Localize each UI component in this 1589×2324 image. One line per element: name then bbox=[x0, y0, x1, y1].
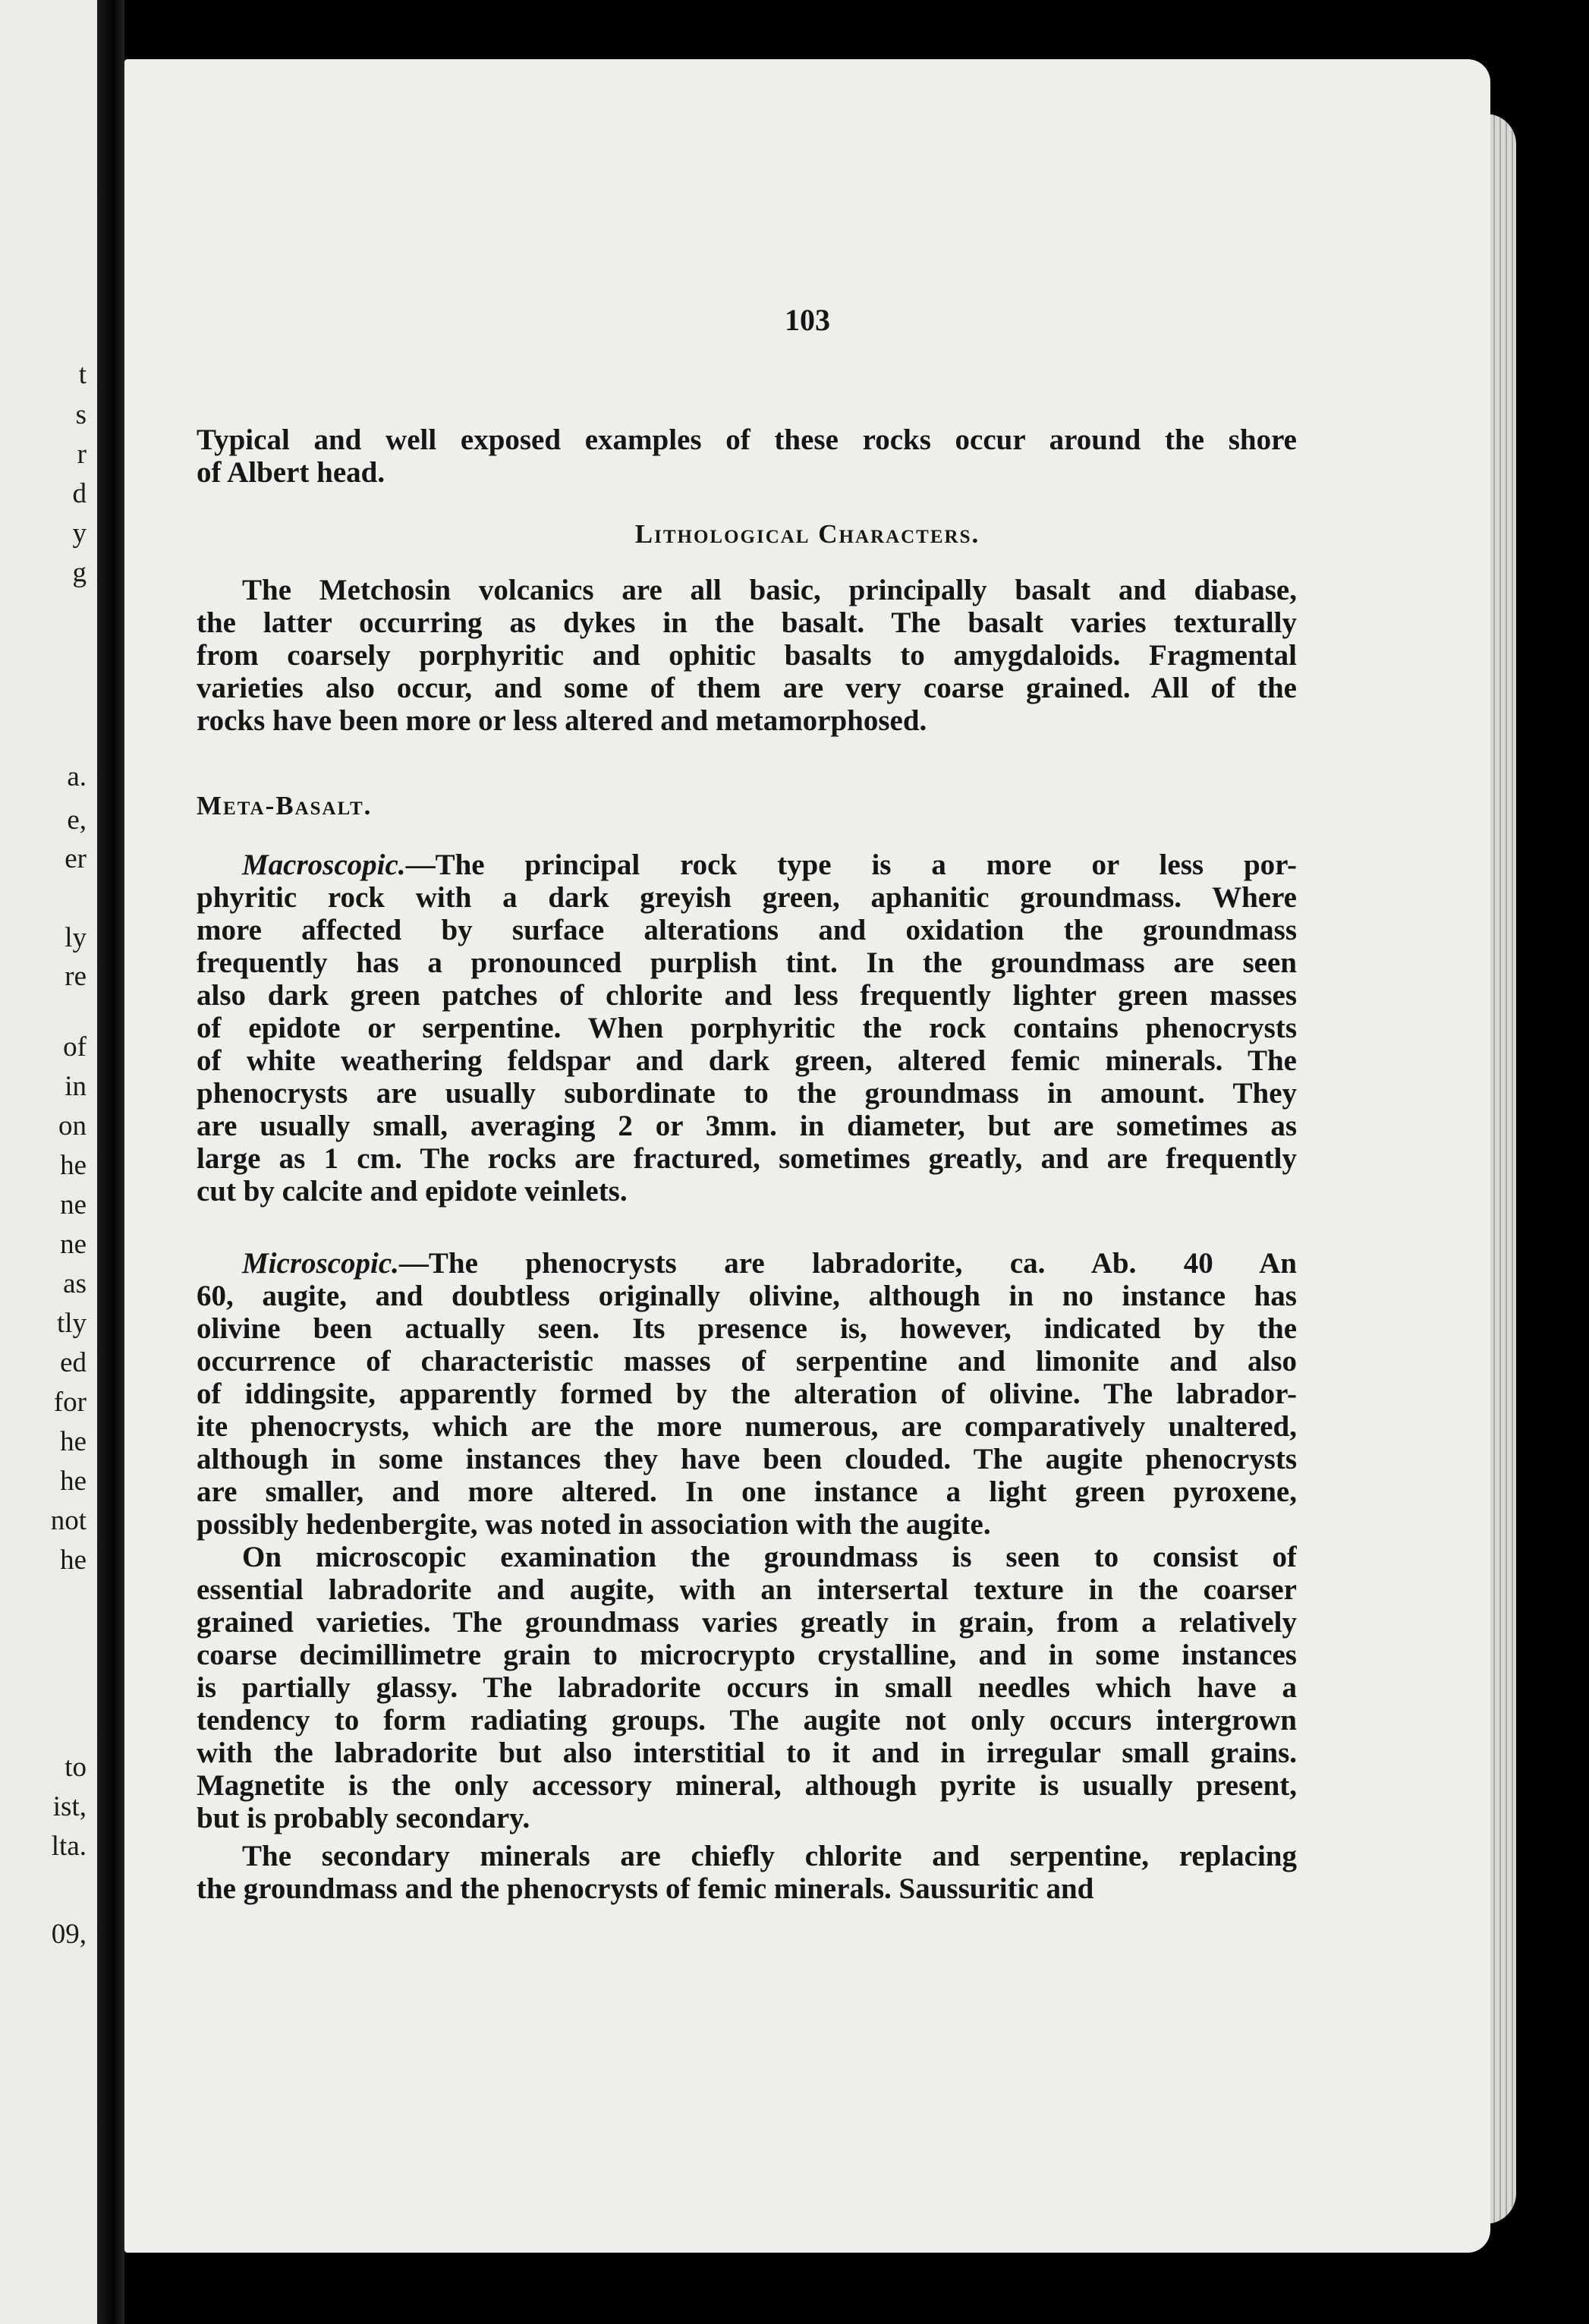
text-line: tendency to form radiating groups. The augite not only occurs intergrown bbox=[197, 1704, 1297, 1737]
text-line: occurrence of characteristic masses of serpentine and limonite and also bbox=[197, 1345, 1297, 1378]
intro-paragraph bbox=[197, 424, 1297, 489]
left-page-fragment: in bbox=[65, 1071, 87, 1102]
left-page-fragment: for bbox=[53, 1387, 87, 1418]
text-line: grained varieties. The groundmass varies greatly in grain, from a relatively bbox=[197, 1606, 1297, 1639]
text-line: of white weathering feldspar and dark green, altered femic minerals. The bbox=[197, 1044, 1297, 1077]
page-number: 103 bbox=[785, 303, 830, 337]
previous-page-edge bbox=[0, 0, 97, 2324]
left-page-fragment: a. bbox=[67, 761, 87, 792]
text-line: essential labradorite and augite, with an intersertal texture in the coarser bbox=[197, 1573, 1297, 1606]
left-page-fragment: ne bbox=[60, 1189, 87, 1220]
text-line bbox=[197, 849, 1297, 881]
text-line: more affected by surface alterations and oxidation the groundmass bbox=[197, 914, 1297, 946]
run-in-heading: Macroscopic. bbox=[242, 849, 406, 881]
sub-heading-meta-basalt: Meta-Basalt. bbox=[197, 791, 373, 820]
lithological-paragraph bbox=[197, 574, 1297, 737]
left-page-fragment: not bbox=[50, 1505, 87, 1536]
text-line: from coarsely porphyritic and ophitic basalts to amygdaloids. Fragmental bbox=[197, 639, 1297, 672]
left-page-fragment: he bbox=[60, 1150, 87, 1181]
text-line: phyritic rock with a dark greyish green, aphanitic groundmass. Where bbox=[197, 881, 1297, 914]
run-in-heading: Microscopic. bbox=[242, 1247, 399, 1280]
text-line: also dark green patches of chlorite and less frequently lighter green masses bbox=[197, 979, 1297, 1012]
text-line: Magnetite is the only accessory mineral, although pyrite is usually present, bbox=[197, 1769, 1297, 1802]
groundmass-paragraph bbox=[197, 1541, 1297, 1834]
left-page-fragment: ne bbox=[60, 1229, 87, 1260]
text-line: the groundmass and the phenocrysts of femic minerals. Saussuritic and bbox=[197, 1872, 1094, 1905]
left-page-fragment: r bbox=[77, 439, 87, 470]
macroscopic-paragraph bbox=[197, 849, 1297, 1208]
left-page-fragment: as bbox=[63, 1268, 87, 1299]
text-line: ite phenocrysts, which are the more numerous, are comparatively unaltered, bbox=[197, 1410, 1297, 1443]
left-page-fragment: s bbox=[75, 399, 87, 430]
text-line: are smaller, and more altered. In one instance a light green pyroxene, bbox=[197, 1475, 1297, 1508]
left-page-fragment: of bbox=[63, 1031, 87, 1063]
text-line: varieties also occur, and some of them are very coarse grained. All of the bbox=[197, 672, 1297, 704]
text-line: of iddingsite, apparently formed by the alteration of olivine. The labrador- bbox=[197, 1378, 1297, 1410]
left-page-fragment: lta. bbox=[51, 1831, 87, 1862]
left-page-fragment: he bbox=[60, 1466, 87, 1497]
text-line: olivine been actually seen. Its presence is, however, indicated by the bbox=[197, 1312, 1297, 1345]
left-page-fragment: re bbox=[65, 961, 87, 992]
text-line: rocks have been more or less altered and metamorphosed. bbox=[197, 704, 927, 737]
book-gutter bbox=[97, 0, 124, 2324]
left-page-fragment: to bbox=[65, 1752, 87, 1783]
text-line: 60, augite, and doubtless originally olivine, although in no instance has bbox=[197, 1280, 1297, 1312]
text-run: —The principal rock type is a more or less por- bbox=[405, 849, 1297, 881]
text-line: of Albert head. bbox=[197, 456, 385, 489]
text-line: The Metchosin volcanics are all basic, principally basalt and diabase, bbox=[242, 574, 1297, 606]
text-line bbox=[197, 1247, 1297, 1280]
secondary-minerals-paragraph bbox=[197, 1840, 1297, 1905]
left-page-fragment: ed bbox=[60, 1347, 87, 1378]
left-page-fragment: he bbox=[60, 1545, 87, 1576]
text-line: with the labradorite but also interstitial to it and in irregular small grains. bbox=[197, 1737, 1297, 1769]
microscopic-paragraph bbox=[197, 1247, 1297, 1541]
text-line: the latter occurring as dykes in the basalt. The basalt varies texturally bbox=[197, 606, 1297, 639]
left-page-fragment: ly bbox=[65, 922, 87, 953]
left-page-fragment: 09, bbox=[51, 1919, 87, 1950]
text-line: phenocrysts are usually subordinate to the groundmass in amount. They bbox=[197, 1077, 1297, 1110]
text-line: large as 1 cm. The rocks are fractured, sometimes greatly, and are frequently bbox=[197, 1142, 1297, 1175]
text-line: but is probably secondary. bbox=[197, 1802, 530, 1834]
text-line: Typical and well exposed examples of these rocks occur around the shore bbox=[197, 424, 1297, 456]
left-page-fragment: he bbox=[60, 1426, 87, 1457]
left-page-fragment: er bbox=[65, 843, 87, 874]
text-line: is partially glassy. The labradorite occurs in small needles which have a bbox=[197, 1671, 1297, 1704]
left-page-fragment: g bbox=[72, 557, 87, 588]
text-line: although in some instances they have been clouded. The augite phenocrysts bbox=[197, 1443, 1297, 1475]
left-page-fragment: t bbox=[78, 359, 87, 390]
left-page-fragment: ist, bbox=[52, 1791, 87, 1822]
left-page-fragment: y bbox=[72, 518, 87, 549]
left-page-fragment: tly bbox=[56, 1308, 87, 1339]
text-line: On microscopic examination the groundmass is seen to consist of bbox=[242, 1541, 1297, 1573]
text-line: coarse decimillimetre grain to microcrypto crystalline, and in some instances bbox=[197, 1639, 1297, 1671]
left-page-fragment: d bbox=[72, 478, 87, 509]
text-run: —The phenocrysts are labradorite, ca. Ab. 40 An bbox=[398, 1247, 1297, 1280]
text-line: possibly hedenbergite, was noted in association with the augite. bbox=[197, 1508, 991, 1541]
section-heading-lithological: Lithological Characters. bbox=[634, 519, 980, 549]
left-page-fragment: on bbox=[58, 1110, 87, 1142]
book-page bbox=[124, 59, 1490, 2253]
text-line: The secondary minerals are chiefly chlorite and serpentine, replacing bbox=[242, 1840, 1297, 1872]
text-line: frequently has a pronounced purplish tint. In the groundmass are seen bbox=[197, 946, 1297, 979]
text-line: cut by calcite and epidote veinlets. bbox=[197, 1175, 628, 1208]
left-page-fragment: e, bbox=[67, 805, 87, 836]
text-line: are usually small, averaging 2 or 3mm. in diameter, but are sometimes as bbox=[197, 1110, 1297, 1142]
text-line: of epidote or serpentine. When porphyritic the rock contains phenocrysts bbox=[197, 1012, 1297, 1044]
